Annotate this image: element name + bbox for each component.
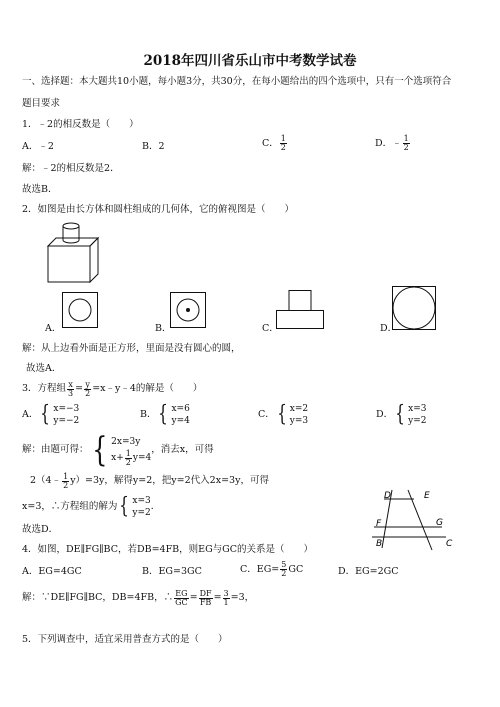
q4-sol-f1-numerator: EG xyxy=(175,588,188,598)
q3-line3-a: x=3，∴方程组的解为 xyxy=(22,501,118,512)
q3-option-b xyxy=(140,403,190,427)
q3-line2-fraction xyxy=(62,473,69,490)
q1-option-a: A．﹣2 xyxy=(22,141,54,152)
brace-icon: { xyxy=(40,402,51,427)
q4-sol-f3-denominator: 1 xyxy=(223,597,229,607)
q3-sol-system xyxy=(89,430,152,470)
q3-option-a-label: A． xyxy=(22,409,39,420)
q4-sol-f2-numerator: DF xyxy=(199,588,212,598)
q3-line2-numerator: 1 xyxy=(63,471,69,481)
q3-f1-numerator: x xyxy=(68,379,73,389)
q4-sol-a: 解：∵DE∥FG∥BC，DB=4FB，∴ xyxy=(22,592,174,603)
q1-answer: 故选B． xyxy=(22,184,58,195)
q4-option-c-fraction xyxy=(280,561,287,578)
label-b: B xyxy=(376,539,383,549)
q3-f2-denominator: 2 xyxy=(85,388,91,398)
q3-option-b-system xyxy=(156,403,189,427)
q1-d-numerator: 1 xyxy=(403,134,409,143)
q4-sol-f2-denominator: FB xyxy=(199,597,212,607)
q1-option-d-label: D．﹣ xyxy=(375,137,402,149)
q3-sol-row2-fraction xyxy=(125,450,132,467)
brace-icon: { xyxy=(395,402,406,427)
q3-sol-r2-denominator: 2 xyxy=(125,457,131,467)
q2-option-a-figure xyxy=(62,292,98,328)
q4-option-c-prefix: C．EG= xyxy=(240,563,280,575)
q1-option-d-fraction xyxy=(403,135,410,152)
q2-option-c-figure xyxy=(276,290,324,330)
brace-icon: { xyxy=(119,494,130,519)
q2-solid-figure xyxy=(40,222,110,287)
q2-stem: 2．如图是由长方体和圆柱组成的几何体，它的俯视图是（ ） xyxy=(22,204,295,215)
q2-option-a-label: A． xyxy=(45,323,62,334)
q1-solution: 解：﹣2的相反数是2． xyxy=(22,163,120,174)
q1-option-d xyxy=(375,135,411,152)
q2-option-d-label: D． xyxy=(380,323,398,334)
q3-option-b-label: B． xyxy=(140,409,157,420)
q4-c-numerator: 5 xyxy=(281,560,287,569)
q4-sol-fraction-eg-gc xyxy=(174,590,189,607)
q3-f2-numerator: y xyxy=(85,379,90,389)
label-g: G xyxy=(436,518,443,528)
q3-sol-row2-a: x+ xyxy=(111,453,124,463)
q3-stem xyxy=(22,378,202,400)
q2-solution: 解：从上边看外面是正方形，里面是没有圆心的圆， xyxy=(22,343,241,354)
q3-sol-r2-numerator: 1 xyxy=(125,448,131,458)
q4-sol-equals-2: = xyxy=(213,592,222,603)
q3-d-row1: x=3 xyxy=(408,404,427,414)
q3-sol-row2-b: y=4 xyxy=(132,453,152,463)
section-instructions-line2: 题目要求 xyxy=(22,98,61,109)
q4-option-b: B．EG=3GC xyxy=(142,566,202,577)
brace-icon: { xyxy=(276,402,287,427)
q2-option-b-figure xyxy=(170,292,206,328)
label-e: E xyxy=(424,491,430,501)
q3-option-c-system xyxy=(275,403,308,427)
q4-option-c xyxy=(240,561,303,578)
q2-option-d-figure xyxy=(392,286,436,330)
brace-icon: { xyxy=(91,430,107,470)
q4-parallel-lines-figure xyxy=(370,490,460,552)
q2-option-c-label: C． xyxy=(262,323,279,334)
q4-sol-fraction-df-fb xyxy=(199,590,213,607)
q4-sol-f1-denominator: GC xyxy=(175,597,188,607)
q4-option-d: D．EG=2GC xyxy=(338,566,399,577)
q3-sol-row1: 2x=3y xyxy=(111,436,141,447)
q3-line2-denominator: 2 xyxy=(63,480,69,490)
q3-d-row2: y=2 xyxy=(408,416,427,426)
label-d: D xyxy=(384,491,391,501)
q4-sol-fraction-3-1 xyxy=(223,590,230,607)
q3-option-d xyxy=(376,403,426,427)
q3-solution-line2 xyxy=(30,471,269,491)
q4-c-denominator: 2 xyxy=(281,569,287,578)
q3-answer: 故选D． xyxy=(22,524,59,535)
q3-line3-system xyxy=(117,495,150,519)
q3-option-d-system xyxy=(393,403,426,427)
q3-line2-a: 2（4﹣ xyxy=(30,475,62,486)
q3-option-c xyxy=(258,403,308,427)
q4-option-a: A．EG=4GC xyxy=(22,566,82,577)
q1-option-c-label: C． xyxy=(262,137,279,149)
page-title: 2018年四川省乐山市中考数学试卷 xyxy=(143,53,357,69)
q3-stem-suffix: =x﹣y﹣4的解是（ ） xyxy=(92,383,203,394)
q4-option-c-suffix: GC xyxy=(288,563,304,575)
section-instructions-line1: 一、选择题：本大题共10小题，每小题3分，共30分，在每小题给出的四个选项中，只有一个选项符合 xyxy=(22,76,452,87)
q3-fraction-x3 xyxy=(67,381,74,398)
label-c: C xyxy=(446,539,453,549)
q3-line3-row1: x=3 xyxy=(132,496,151,506)
q3-f1-denominator: 3 xyxy=(68,388,74,398)
q3-line2-b: y）=3y，解得y=2，把y=2代入2x=3y，可得 xyxy=(70,475,269,486)
q5-stem: 5．下列调查中，适宜采用普查方式的是（ ） xyxy=(22,634,228,645)
q3-option-d-label: D． xyxy=(376,409,394,420)
q3-sol-row2 xyxy=(111,450,151,467)
q1-d-denominator: 2 xyxy=(403,143,409,152)
brace-icon: { xyxy=(158,402,169,427)
q1-stem: 1．﹣2的相反数是（ ） xyxy=(22,119,139,130)
q1-option-c xyxy=(262,135,288,152)
label-f: F xyxy=(376,519,382,529)
q1-option-c-fraction xyxy=(280,135,287,152)
q3-fraction-y2 xyxy=(84,381,91,398)
q3-solution-line3 xyxy=(22,494,160,520)
q3-stem-prefix: 3．方程组 xyxy=(22,383,67,394)
q3-c-row1: x=2 xyxy=(289,404,309,414)
q4-stem: 4．如图，DE∥FG∥BC，若DB=4FB，则EG与GC的关系是（ ） xyxy=(22,544,314,555)
q3-a-row2: y=−2 xyxy=(53,416,80,426)
q3-sol-suffix: ，消去x，可得 xyxy=(151,444,214,455)
q1-c-numerator: 1 xyxy=(280,134,286,143)
q4-sol-equals: = xyxy=(189,592,198,603)
q3-option-a xyxy=(22,403,79,427)
q4-sol-b: =3， xyxy=(230,592,255,603)
q3-c-row2: y=3 xyxy=(289,416,309,426)
q1-c-denominator: 2 xyxy=(280,143,286,152)
cylinder-top xyxy=(63,223,79,229)
q2-option-b-label: B． xyxy=(155,323,172,334)
q3-sol-prefix: 解：由题可得： xyxy=(22,444,89,455)
q3-b-row2: y=4 xyxy=(171,416,190,426)
q3-b-row1: x=6 xyxy=(171,404,190,414)
q3-equals: = xyxy=(75,383,84,394)
q4-solution xyxy=(22,586,254,610)
q1-option-b: B．2 xyxy=(142,141,165,152)
q4-sol-f3-numerator: 3 xyxy=(223,588,229,598)
q3-option-c-label: C． xyxy=(258,409,275,420)
q3-solution-line1 xyxy=(22,430,214,470)
q3-option-a-system xyxy=(38,403,79,427)
q3-line3-row2: y=2 xyxy=(132,508,151,518)
q2-answer: 故选A． xyxy=(26,363,62,374)
q3-a-row1: x=−3 xyxy=(53,404,80,414)
q3-line3-b: ． xyxy=(150,501,161,512)
